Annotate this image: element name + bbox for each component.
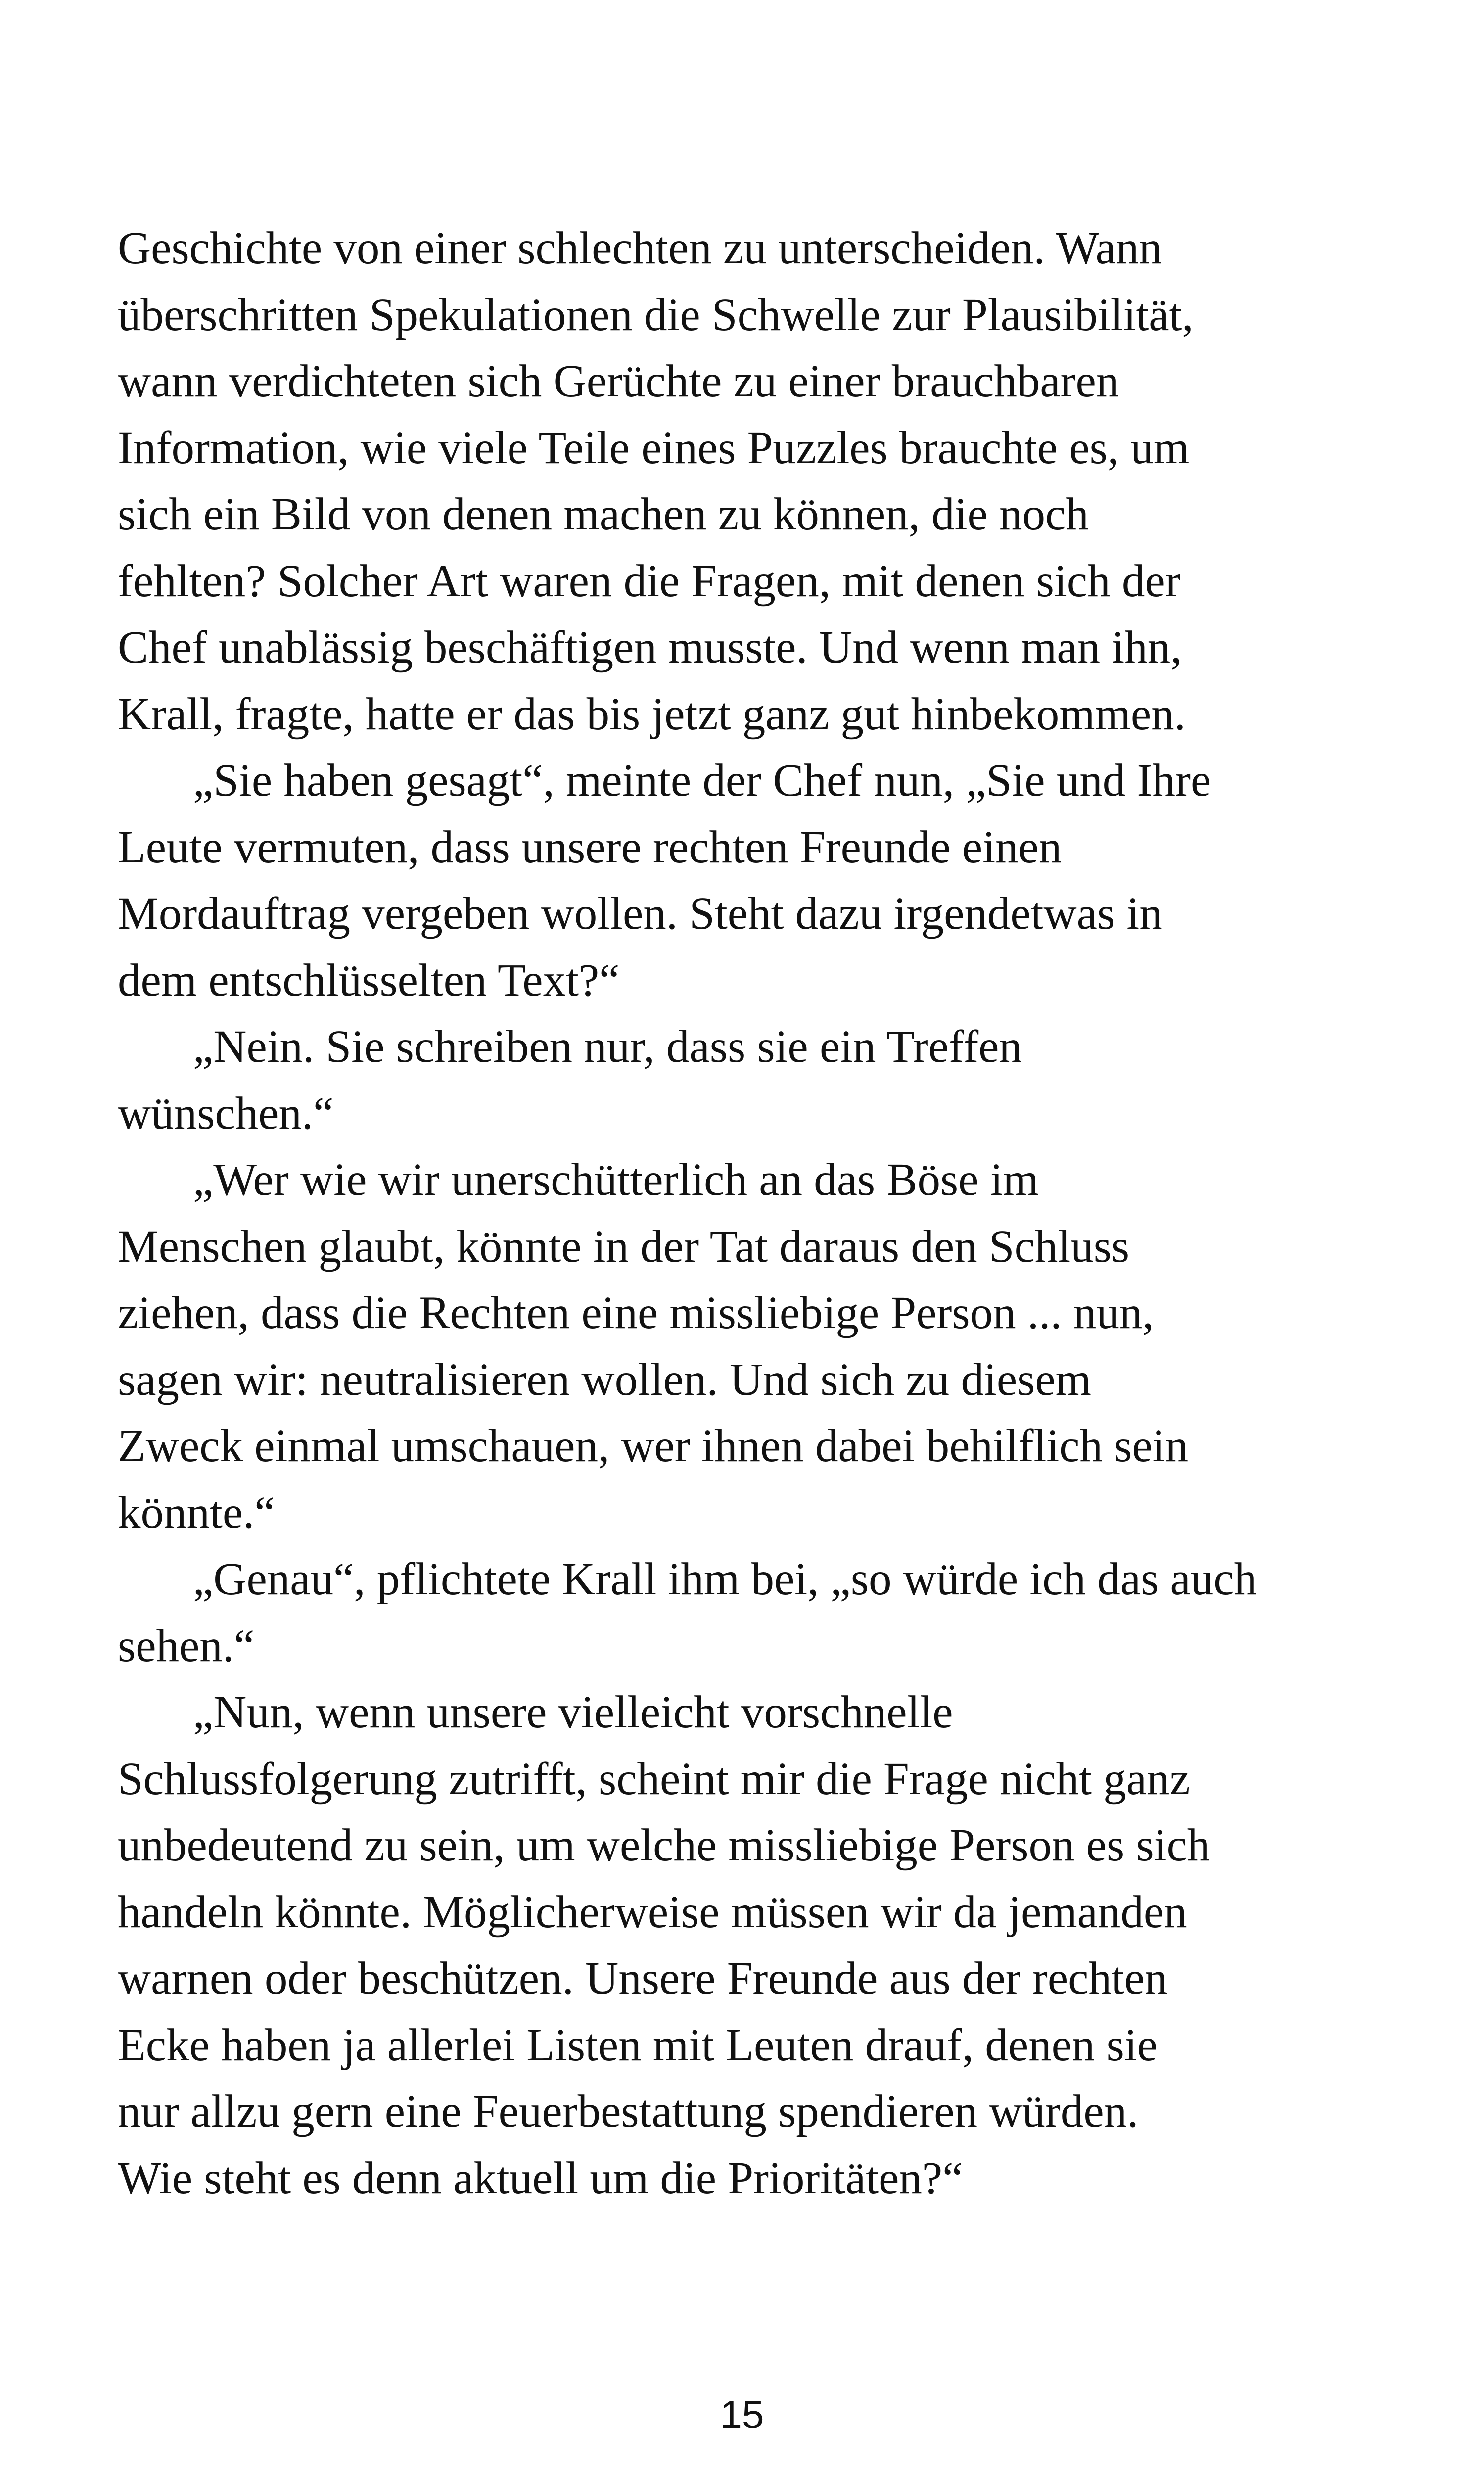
text-line: Leute vermuten, dass unsere rechten Freunde einen [118, 821, 1062, 873]
text-line: Schlussfolgerung zutrifft, scheint mir die Frage nicht ganz [118, 1753, 1190, 1805]
text-line: Information, wie viele Teile eines Puzzles brauchte es, um [118, 422, 1190, 474]
text-line: Menschen glaubt, könnte in der Tat daraus den Schluss [118, 1221, 1130, 1272]
text-line: „Wer wie wir unerschütterlich an das Böse im [193, 1154, 1039, 1205]
body-text [118, 215, 1424, 2212]
text-line: ziehen, dass die Rechten eine missliebige Person ... nun, [118, 1287, 1154, 1338]
text-line: könnte.“ [118, 1487, 275, 1538]
text-line: Krall, fragte, hatte er das bis jetzt ganz gut hinbekommen. [118, 688, 1186, 740]
text-line: wünschen.“ [118, 1088, 334, 1139]
text-line: sehen.“ [118, 1620, 255, 1671]
text-line: sagen wir: neutralisieren wollen. Und sich zu diesem [118, 1354, 1091, 1405]
text-line: wann verdichteten sich Gerüchte zu einer brauchbaren [118, 356, 1119, 407]
text-line: handeln könnte. Möglicherweise müssen wir da jemanden [118, 1886, 1187, 1938]
text-line: dem entschlüsselten Text?“ [118, 954, 620, 1006]
text-line: Geschichte von einer schlechten zu unterscheiden. Wann [118, 223, 1162, 274]
page-number: 15 [720, 2392, 764, 2436]
text-line: Wie steht es denn aktuell um die Prioritäten?“ [118, 2152, 963, 2204]
text-line: sich ein Bild von denen machen zu können, die noch [118, 489, 1089, 540]
text-line: „Nun, wenn unsere vielleicht vorschnelle [193, 1687, 953, 1738]
text-line: fehlten? Solcher Art waren die Fragen, mit denen sich der [118, 555, 1181, 607]
text-line: warnen oder beschützen. Unsere Freunde aus der rechten [118, 1953, 1168, 2004]
text-line: unbedeutend zu sein, um welche missliebige Person es sich [118, 1820, 1210, 1871]
text-line: Chef unablässig beschäftigen musste. Und wenn man ihn, [118, 622, 1182, 673]
text-line: Ecke haben ja allerlei Listen mit Leuten drauf, denen sie [118, 2019, 1158, 2071]
text-line: Mordauftrag vergeben wollen. Steht dazu irgendetwas in [118, 888, 1162, 939]
text-line: nur allzu gern eine Feuerbestattung spendieren würden. [118, 2086, 1139, 2137]
text-line: „Sie haben gesagt“, meinte der Chef nun, „Sie und Ihre [193, 755, 1211, 806]
text-line: Zweck einmal umschauen, wer ihnen dabei behilflich sein [118, 1421, 1189, 1472]
text-line: „Nein. Sie schreiben nur, dass sie ein Treffen [193, 1021, 1022, 1072]
text-line: überschritten Spekulationen die Schwelle zur Plausibilität, [118, 289, 1194, 340]
text-line: „Genau“, pflichtete Krall ihm bei, „so würde ich das auch [193, 1554, 1257, 1605]
